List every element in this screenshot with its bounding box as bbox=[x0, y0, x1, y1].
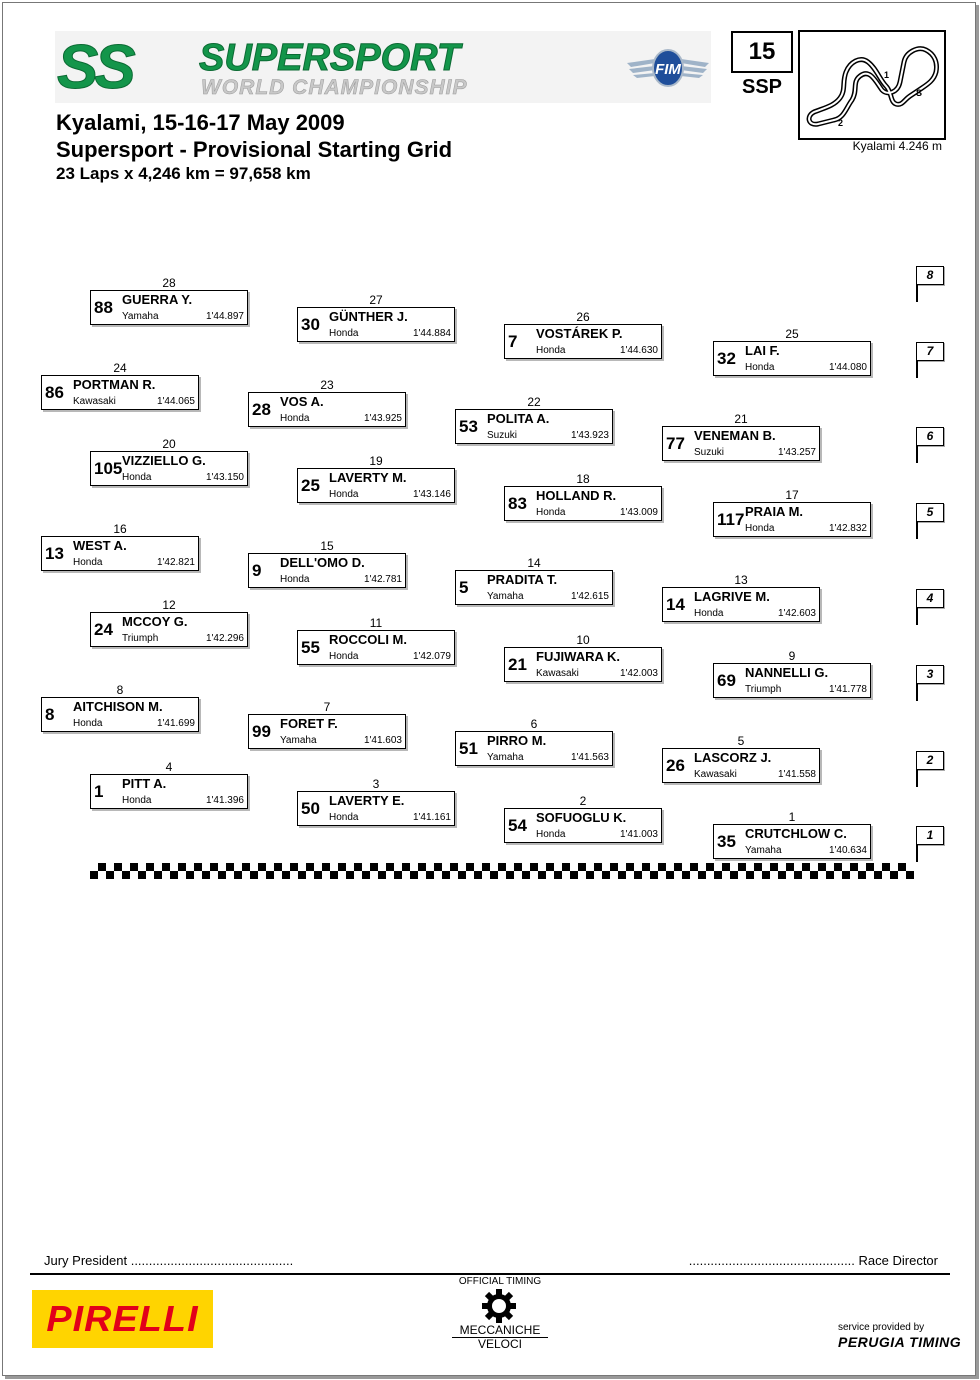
class-tag: SSP bbox=[741, 76, 783, 98]
rider-number: 83 bbox=[508, 494, 527, 513]
rider-number: 13 bbox=[45, 544, 64, 563]
rider-name: GUERRA Y. bbox=[122, 292, 193, 307]
lap-time: 1'43.257 bbox=[777, 447, 816, 458]
bike-make: Yamaha bbox=[745, 845, 782, 856]
rider-card bbox=[248, 553, 406, 588]
lap-time: 1'43.146 bbox=[412, 489, 451, 500]
lap-time: 1'42.615 bbox=[570, 591, 609, 602]
lap-time: 1'44.897 bbox=[205, 311, 244, 322]
rider-number: 7 bbox=[508, 332, 518, 351]
rider-name: PITT A. bbox=[122, 776, 167, 791]
event-title: Kyalami, 15-16-17 May 2009 bbox=[56, 110, 345, 135]
grid-position: 23 bbox=[320, 378, 334, 392]
meccaniche-label: MECCANICHE bbox=[452, 1323, 548, 1338]
rider-number: 24 bbox=[94, 620, 113, 639]
rider-card bbox=[90, 612, 248, 647]
bike-make: Honda bbox=[694, 608, 724, 619]
rider-name: PRADITA T. bbox=[487, 572, 558, 587]
bike-make: Honda bbox=[122, 472, 152, 483]
grid-position: 10 bbox=[576, 633, 590, 647]
rider-card bbox=[713, 502, 871, 537]
lap-time: 1'42.079 bbox=[412, 651, 451, 662]
rider-name: LASCORZ J. bbox=[694, 750, 772, 765]
bike-make: Yamaha bbox=[122, 311, 159, 322]
bike-make: Kawasaki bbox=[694, 769, 737, 780]
series-banner bbox=[55, 31, 711, 103]
grid-position: 6 bbox=[530, 717, 538, 731]
lap-time: 1'44.630 bbox=[619, 345, 658, 356]
rider-number: 35 bbox=[717, 832, 736, 851]
lap-time: 1'41.563 bbox=[570, 752, 609, 763]
corner-label-s: S bbox=[916, 88, 923, 98]
track-length: Kyalami 4.246 m bbox=[852, 139, 942, 153]
rider-name: HOLLAND R. bbox=[536, 488, 617, 503]
lap-time: 1'41.558 bbox=[777, 769, 816, 780]
lap-time: 1'44.080 bbox=[828, 362, 867, 373]
grid-position: 8 bbox=[116, 683, 124, 697]
grid-position: 25 bbox=[785, 327, 799, 341]
rider-name: LAVERTY E. bbox=[329, 793, 405, 808]
track-layout-icon bbox=[800, 32, 944, 138]
grid-position: 9 bbox=[788, 649, 796, 663]
race-director-signature: .............................................. Race Director bbox=[688, 1253, 938, 1268]
lap-time: 1'41.603 bbox=[363, 735, 402, 746]
ss-logo: SS bbox=[57, 33, 132, 102]
grid-position: 12 bbox=[162, 598, 176, 612]
rider-name: SOFUOGLU K. bbox=[536, 810, 627, 825]
rider-card bbox=[90, 451, 248, 486]
veloci-label: VELOCI bbox=[477, 1337, 522, 1351]
rider-name: PRAIA M. bbox=[745, 504, 804, 519]
rider-card bbox=[90, 290, 248, 325]
rider-card bbox=[504, 808, 662, 843]
rider-number: 8 bbox=[45, 705, 55, 724]
rider-card bbox=[41, 536, 199, 571]
row-marker-1 bbox=[916, 826, 946, 866]
rider-number: 117 bbox=[717, 510, 745, 529]
rider-card bbox=[713, 824, 871, 859]
rider-number: 51 bbox=[459, 739, 478, 758]
rider-card bbox=[504, 324, 662, 359]
rider-number: 86 bbox=[45, 383, 64, 402]
row-flag-icon: 2 bbox=[916, 751, 944, 770]
grid-position: 7 bbox=[323, 700, 331, 714]
row-marker-8 bbox=[916, 266, 946, 306]
rider-card bbox=[90, 774, 248, 809]
rider-card bbox=[297, 307, 455, 342]
grid-position: 21 bbox=[734, 412, 748, 426]
lap-time: 1'41.161 bbox=[412, 812, 451, 823]
grid-position: 15 bbox=[320, 539, 334, 553]
lap-time: 1'44.884 bbox=[412, 328, 451, 339]
rider-name: DELL'OMO D. bbox=[280, 555, 365, 570]
rider-number: 99 bbox=[252, 722, 271, 741]
bike-make: Honda bbox=[329, 489, 359, 500]
fim-logo-text: FIM bbox=[655, 61, 681, 78]
lap-time: 1'41.396 bbox=[205, 795, 244, 806]
lap-time: 1'42.296 bbox=[205, 633, 244, 644]
rider-number: 55 bbox=[301, 638, 320, 657]
rider-number: 105 bbox=[94, 459, 123, 478]
lap-time: 1'43.925 bbox=[363, 413, 402, 424]
start-finish-line bbox=[90, 863, 914, 879]
grid-position: 14 bbox=[527, 556, 541, 570]
gear-icon bbox=[481, 1288, 517, 1324]
rider-card bbox=[297, 468, 455, 503]
grid-position: 28 bbox=[162, 276, 176, 290]
track-map bbox=[798, 30, 946, 140]
rider-name: VIZZIELLO G. bbox=[122, 453, 206, 468]
lap-time: 1'42.603 bbox=[777, 608, 816, 619]
rider-card bbox=[455, 409, 613, 444]
bike-make: Honda bbox=[73, 557, 103, 568]
pirelli-logo bbox=[32, 1290, 213, 1348]
rider-name: LAGRIVE M. bbox=[694, 589, 770, 604]
rider-number: 25 bbox=[301, 476, 320, 495]
row-marker-4 bbox=[916, 589, 946, 629]
grid-position: 3 bbox=[372, 777, 380, 791]
grid-position: 19 bbox=[369, 454, 383, 468]
grid-position: 24 bbox=[113, 361, 127, 375]
lap-time: 1'43.009 bbox=[619, 507, 658, 518]
row-flag-icon: 1 bbox=[916, 826, 944, 845]
bike-make: Yamaha bbox=[487, 591, 524, 602]
grid-position: 26 bbox=[576, 310, 590, 324]
corner-label-1: 1 bbox=[884, 70, 890, 80]
grid-position: 4 bbox=[165, 760, 173, 774]
row-flag-icon: 3 bbox=[916, 665, 944, 684]
rider-number: 53 bbox=[459, 417, 478, 436]
bike-make: Honda bbox=[536, 829, 566, 840]
lap-time: 1'41.003 bbox=[619, 829, 658, 840]
corner-label-2: 2 bbox=[838, 118, 844, 128]
bike-make: Kawasaki bbox=[536, 668, 579, 679]
rider-number: 32 bbox=[717, 349, 736, 368]
rider-card bbox=[455, 570, 613, 605]
lap-time: 1'43.150 bbox=[205, 472, 244, 483]
session-title: Supersport - Provisional Starting Grid bbox=[56, 137, 453, 162]
grid-position: 2 bbox=[579, 794, 587, 808]
lap-time: 1'41.778 bbox=[828, 684, 867, 695]
rider-card bbox=[662, 587, 820, 622]
rider-name: WEST A. bbox=[73, 538, 127, 553]
rider-name: VENEMAN B. bbox=[694, 428, 776, 443]
race-distance: 23 Laps x 4,246 km = 97,658 km bbox=[56, 164, 311, 183]
rider-number: 21 bbox=[508, 655, 527, 674]
bike-make: Honda bbox=[122, 795, 152, 806]
lap-time: 1'42.821 bbox=[156, 557, 195, 568]
rider-name: LAVERTY M. bbox=[329, 470, 407, 485]
bike-make: Honda bbox=[329, 651, 359, 662]
grid-position: 27 bbox=[369, 293, 383, 307]
round-number-box: 15 bbox=[731, 31, 793, 73]
grid-position: 11 bbox=[369, 616, 383, 630]
rider-card bbox=[662, 426, 820, 461]
rider-name: POLITA A. bbox=[487, 411, 550, 426]
bike-make: Honda bbox=[745, 362, 775, 373]
banner-title: SUPERSPORT bbox=[199, 37, 461, 79]
rider-number: 77 bbox=[666, 434, 685, 453]
bike-make: Honda bbox=[536, 345, 566, 356]
rider-card bbox=[662, 748, 820, 783]
official-timing-label: OFFICIAL TIMING bbox=[458, 1276, 542, 1287]
row-marker-2 bbox=[916, 751, 946, 791]
lap-time: 1'42.781 bbox=[363, 574, 402, 585]
rider-name: VOSTÁREK P. bbox=[536, 326, 623, 341]
rider-card bbox=[713, 341, 871, 376]
rider-card bbox=[41, 697, 199, 732]
rider-name: VOS A. bbox=[280, 394, 324, 409]
service-provided-label: service provided by bbox=[838, 1322, 925, 1333]
rider-name: LAI F. bbox=[745, 343, 780, 358]
row-flag-icon: 6 bbox=[916, 427, 944, 446]
bike-make: Triumph bbox=[745, 684, 782, 695]
fim-logo-icon bbox=[625, 45, 711, 91]
rider-name: ROCCOLI M. bbox=[329, 632, 407, 647]
rider-name: GÜNTHER J. bbox=[329, 309, 408, 324]
grid-position: 13 bbox=[734, 573, 748, 587]
row-flag-icon: 8 bbox=[916, 266, 944, 285]
row-flag-icon: 4 bbox=[916, 589, 944, 608]
rider-card bbox=[297, 791, 455, 826]
rider-card bbox=[504, 647, 662, 682]
rider-card bbox=[248, 392, 406, 427]
banner-subtitle: WORLD CHAMPIONSHIP bbox=[201, 76, 468, 99]
bike-make: Honda bbox=[745, 523, 775, 534]
bike-make: Suzuki bbox=[487, 430, 518, 441]
lap-time: 1'42.003 bbox=[619, 668, 658, 679]
bike-make: Honda bbox=[329, 328, 359, 339]
row-flag-icon: 5 bbox=[916, 503, 944, 522]
lap-time: 1'42.832 bbox=[828, 523, 867, 534]
rider-number: 69 bbox=[717, 671, 736, 690]
rider-number: 14 bbox=[666, 595, 685, 614]
rider-number: 5 bbox=[459, 578, 469, 597]
rider-number: 1 bbox=[94, 782, 104, 801]
rider-name: NANNELLI G. bbox=[745, 665, 829, 680]
rider-name: PIRRO M. bbox=[487, 733, 547, 748]
lap-time: 1'43.923 bbox=[570, 430, 609, 441]
lap-time: 1'44.065 bbox=[156, 396, 195, 407]
jury-president-signature: Jury President ............................................. bbox=[44, 1253, 294, 1268]
rider-name: FORET F. bbox=[280, 716, 338, 731]
row-flag-icon: 7 bbox=[916, 342, 944, 361]
bike-make: Yamaha bbox=[280, 735, 317, 746]
grid-position: 22 bbox=[527, 395, 541, 409]
rider-name: MCCOY G. bbox=[122, 614, 188, 629]
rider-number: 9 bbox=[252, 561, 262, 580]
row-marker-5 bbox=[916, 503, 946, 543]
rider-card bbox=[248, 714, 406, 749]
rider-number: 50 bbox=[301, 799, 320, 818]
bike-make: Kawasaki bbox=[73, 396, 116, 407]
grid-position: 1 bbox=[788, 810, 796, 824]
row-marker-3 bbox=[916, 665, 946, 705]
rider-name: PORTMAN R. bbox=[73, 377, 156, 392]
bike-make: Yamaha bbox=[487, 752, 524, 763]
rider-name: AITCHISON M. bbox=[73, 699, 163, 714]
bike-make: Triumph bbox=[122, 633, 159, 644]
bike-make: Honda bbox=[280, 413, 310, 424]
bike-make: Honda bbox=[536, 507, 566, 518]
grid-position: 17 bbox=[785, 488, 799, 502]
rider-number: 88 bbox=[94, 298, 113, 317]
rider-card bbox=[455, 731, 613, 766]
lap-time: 1'41.699 bbox=[156, 718, 195, 729]
grid-position: 5 bbox=[737, 734, 745, 748]
rider-number: 54 bbox=[508, 816, 527, 835]
bike-make: Honda bbox=[280, 574, 310, 585]
rider-name: CRUTCHLOW C. bbox=[745, 826, 847, 841]
lap-time: 1'40.634 bbox=[828, 845, 867, 856]
grid-position: 16 bbox=[113, 522, 127, 536]
perugia-timing-logo: PERUGIA TIMING bbox=[838, 1334, 962, 1350]
grid-position: 20 bbox=[162, 437, 176, 451]
rider-card bbox=[297, 630, 455, 665]
rider-card bbox=[41, 375, 199, 410]
row-marker-7 bbox=[916, 342, 946, 382]
rider-number: 26 bbox=[666, 756, 685, 775]
pirelli-logo-text: PIRELLI bbox=[46, 1298, 199, 1339]
bike-make: Honda bbox=[329, 812, 359, 823]
bike-make: Suzuki bbox=[694, 447, 725, 458]
rider-name: FUJIWARA K. bbox=[536, 649, 621, 664]
rider-card bbox=[504, 486, 662, 521]
footer-divider bbox=[30, 1273, 950, 1275]
bike-make: Honda bbox=[73, 718, 103, 729]
rider-number: 28 bbox=[252, 400, 271, 419]
row-marker-6 bbox=[916, 427, 946, 467]
grid-position: 18 bbox=[576, 472, 590, 486]
rider-number: 30 bbox=[301, 315, 320, 334]
rider-card bbox=[713, 663, 871, 698]
